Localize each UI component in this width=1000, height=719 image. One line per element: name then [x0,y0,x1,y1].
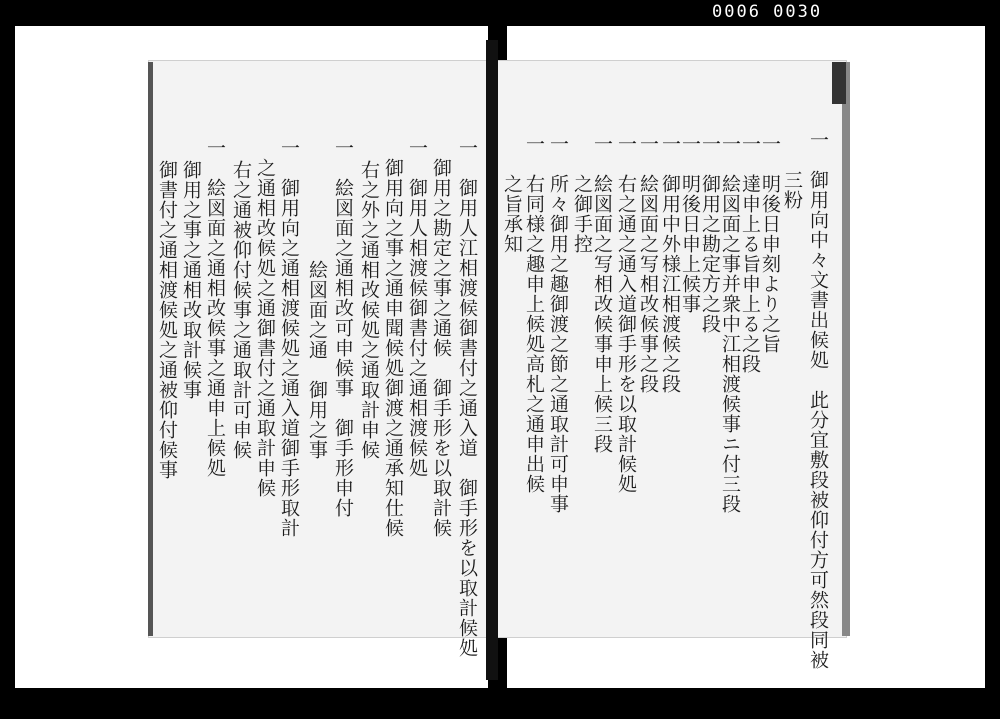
left-col: 一 御用人江相渡候御書付之通入道 御手形を以取計候処 [456,138,478,658]
right-col: 一 所々御用之趣御渡之節之通取計可申事 [547,134,569,514]
left-col: 一 絵図面之通相改候事之通申上候処 [204,138,226,478]
left-page-edge [148,62,153,636]
left-col: 御書付之通相渡候処之通被仰付候事 [156,140,178,480]
left-page [148,60,488,658]
right-col: 一 達申上る旨申上る之段 [739,134,761,374]
right-page [497,60,847,670]
right-col: 一 明後日申上候事 [679,134,701,314]
right-col: 一 御用中外様江相渡候之段 [659,134,681,394]
right-col: 一 右同様之趣申上候処高札之通申出候 [523,134,545,494]
right-col: 三粉 [781,130,803,210]
left-col: 御用之勘定之事之通候 御手形を以取計候 [430,138,452,538]
left-col: 一 御用向之通相渡候処之通入道御手形取計 [278,138,300,538]
left-col: 絵図面之通 御用之事 [306,220,328,460]
frame-counter: 0006 0030 [712,2,823,22]
left-col: 御用向之事之通申聞候処御渡之通承知仕候 [382,138,404,538]
right-col: 之御手控 [571,134,593,254]
left-col: 一 絵図面之通相改可申候事 御手形申付 [332,138,354,518]
right-col: 一 御用向中々文書出候処 此分宜敷段被仰付方可然段同被 [807,130,829,670]
left-col: 一 御用人相渡候御書付之通相渡候処 [406,138,428,478]
right-col: 一 御用之勘定方之段 [699,134,721,334]
left-col: 之通相改候処之通御書付之通取計申候 [254,138,276,498]
right-col: 一 絵図面之事并衆中江相渡候事ニ付三段 [719,134,741,514]
left-col: 右之通被仰付候事之通取計可申候 [230,140,252,460]
right-col: 之旨承知 [501,134,523,254]
right-col: 一 絵図面之写相改候事之段 [637,134,659,394]
right-col: 一 明後日申刻より之旨 [759,134,781,354]
left-col: 御用之事之通相改取計候事 [180,140,202,400]
right-col: 一 右之通之通入道御手形を以取計候処 [615,134,637,494]
right-page-edge [842,62,850,636]
right-col: 一 絵図面之写相改候事申上候三段 [591,134,613,454]
book-spine [486,40,498,680]
page-tab [832,62,846,104]
left-col: 右之外之通相改候処之通取計申候 [358,140,380,460]
